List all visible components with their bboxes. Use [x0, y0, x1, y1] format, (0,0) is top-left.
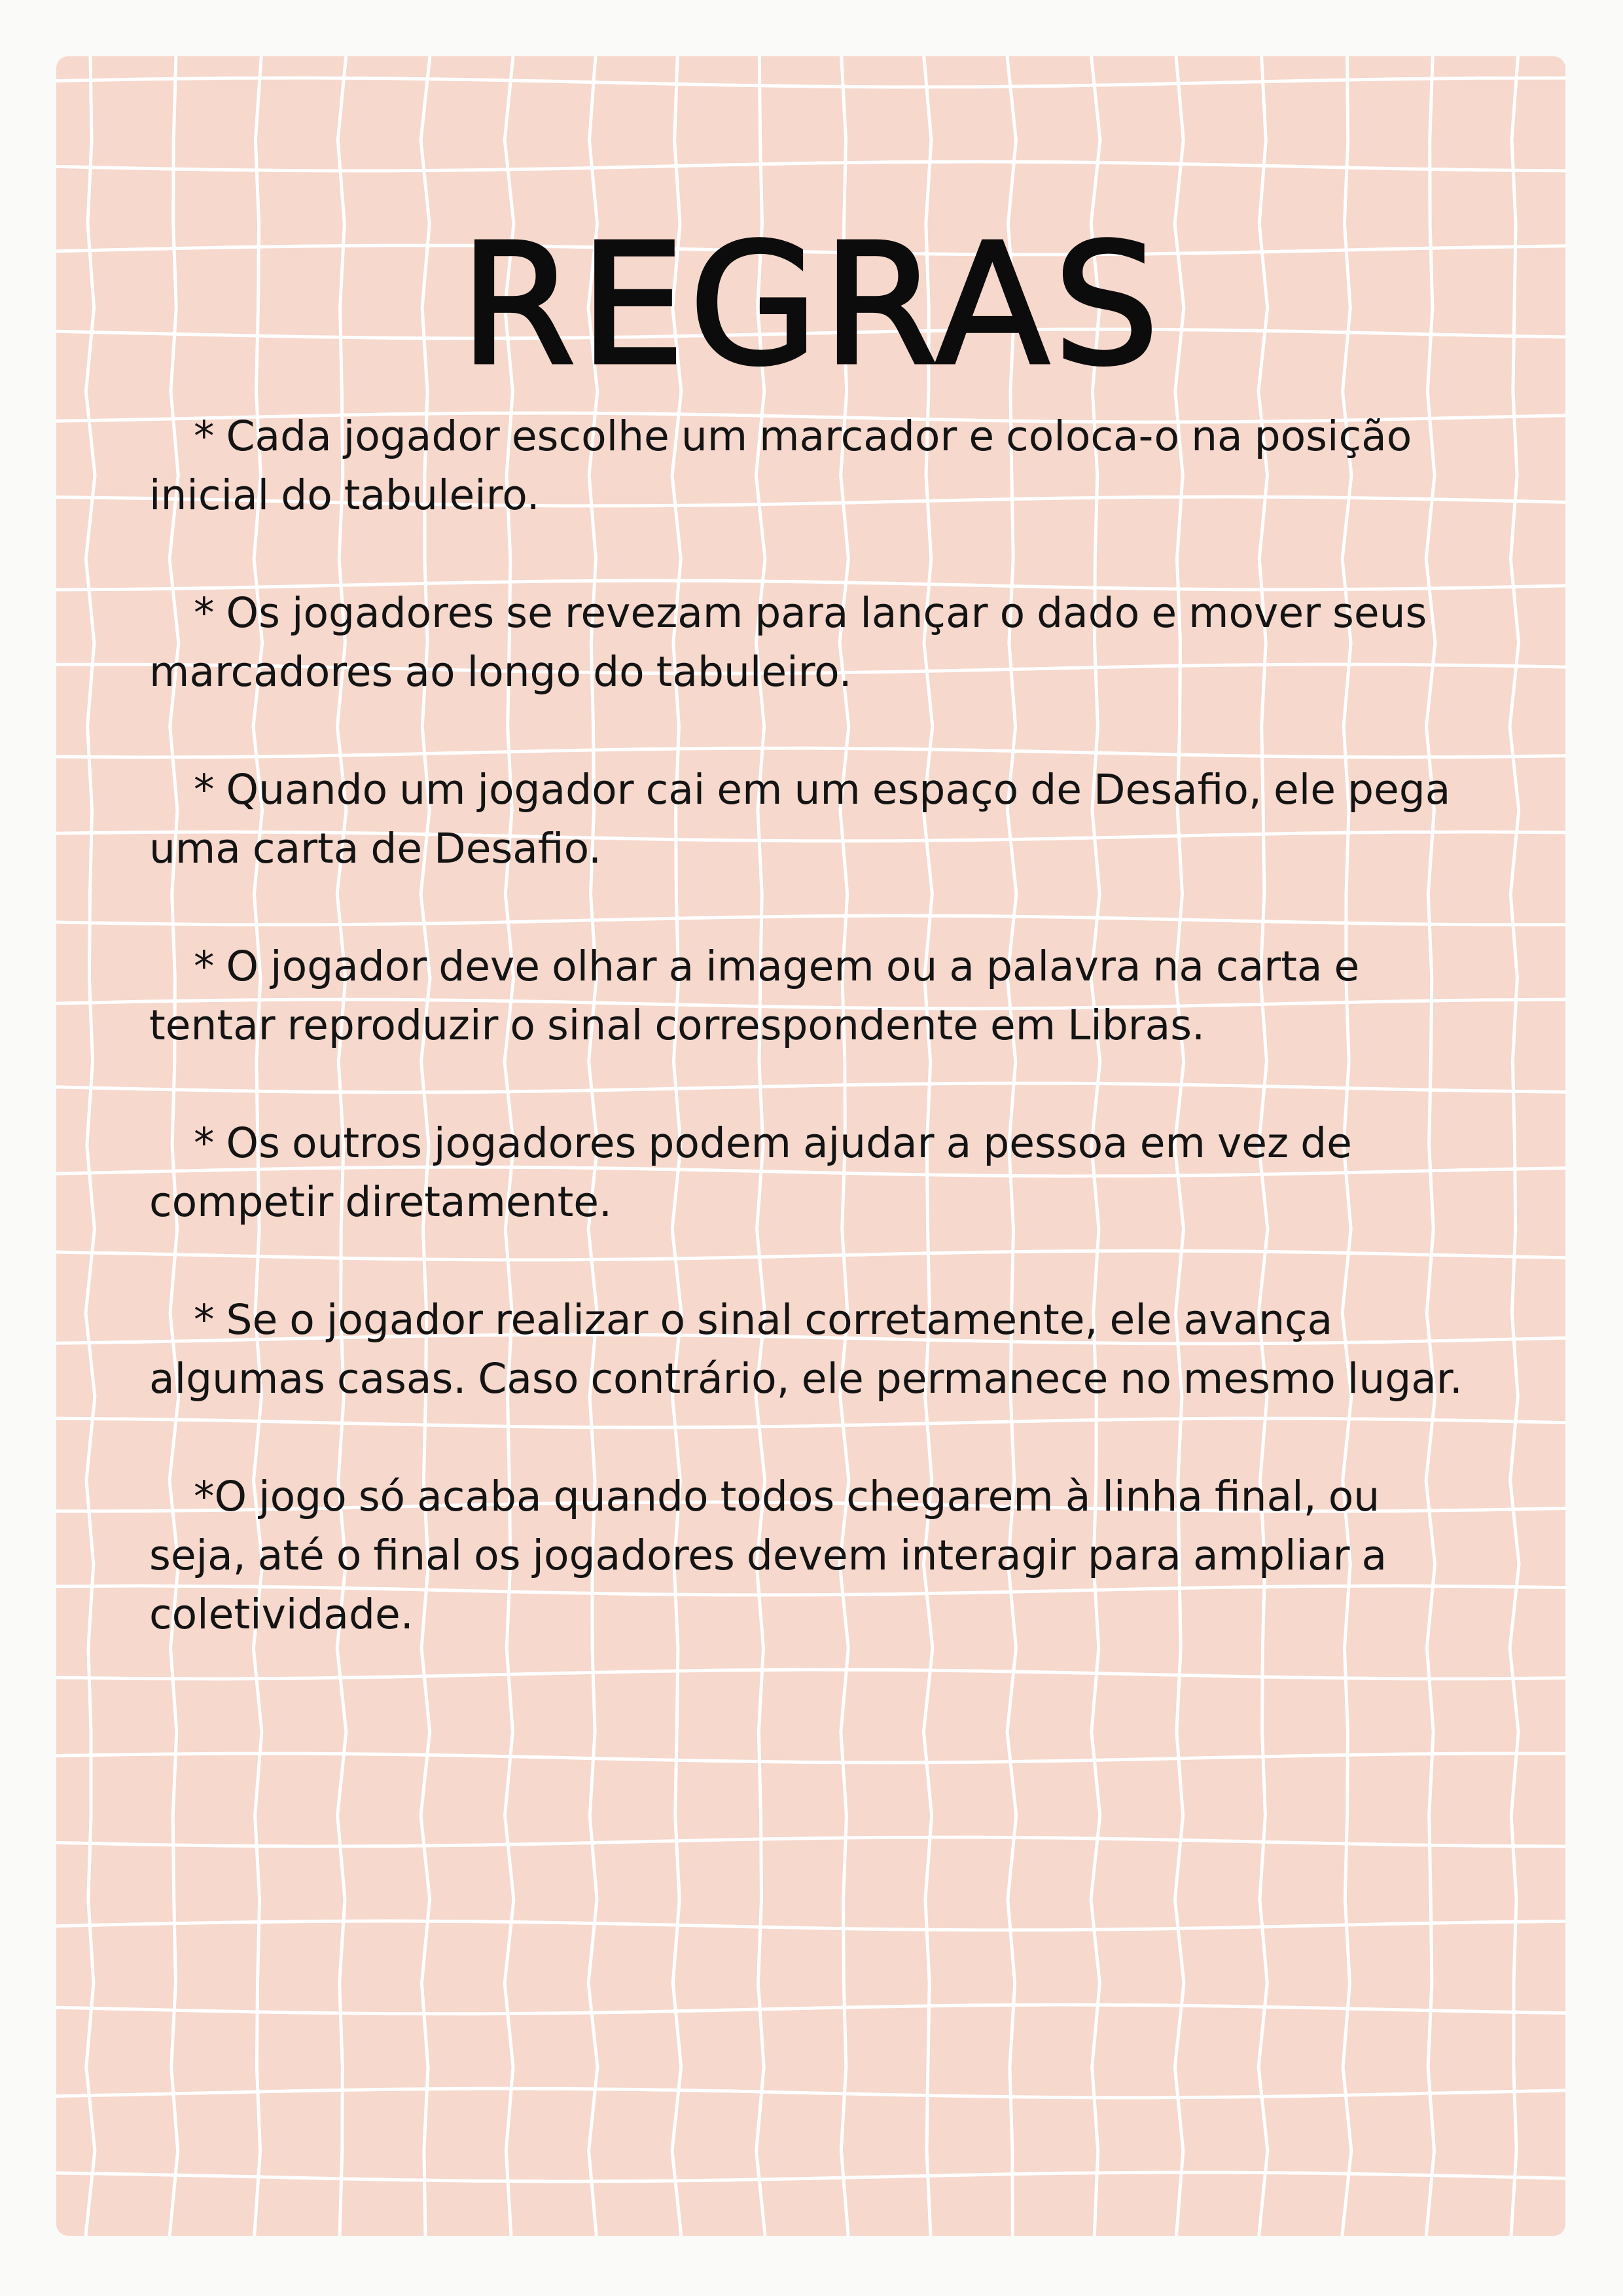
grid-line-horizontal: [56, 2005, 1565, 2014]
rules-list: [149, 407, 1471, 1703]
page-title: REGRAS: [459, 207, 1164, 403]
rule-item: * Quando um jogador cai em um espaço de Desafio, ele pega uma carta de Desafio.: [149, 766, 1451, 872]
grid-line-horizontal: [56, 1921, 1565, 1930]
grid-line-horizontal: [56, 1837, 1565, 1846]
rule-item: * O jogador deve olhar a imagem ou a palavra na carta e tentar reproduzir o sinal correspondente em Libras.: [149, 942, 1360, 1049]
grid-line-horizontal: [56, 162, 1565, 171]
rule-item: * Se o jogador realizar o sinal corretamente, ele avança algumas casas. Caso contrário, ele permanece no mesmo lugar.: [149, 1296, 1463, 1403]
grid-line-horizontal: [56, 2089, 1565, 2098]
rule-item: * Os outros jogadores podem ajudar a pessoa em vez de competir diretamente.: [149, 1119, 1352, 1226]
rule-item: * Os jogadores se revezam para lançar o dado e mover seus marcadores ao longo do tabuleiro.: [149, 589, 1427, 696]
grid-line-horizontal: [56, 78, 1565, 87]
grid-line-horizontal: [56, 1753, 1565, 1763]
grid-line-horizontal: [56, 2172, 1565, 2181]
rule-item: * Cada jogador escolhe um marcador e coloca-o na posição inicial do tabuleiro.: [149, 412, 1412, 519]
rule-item: *O jogo só acaba quando todos chegarem à linha final, ou seja, até o final os jogadores devem interagir para ampliar a coletividade.: [149, 1473, 1387, 1638]
